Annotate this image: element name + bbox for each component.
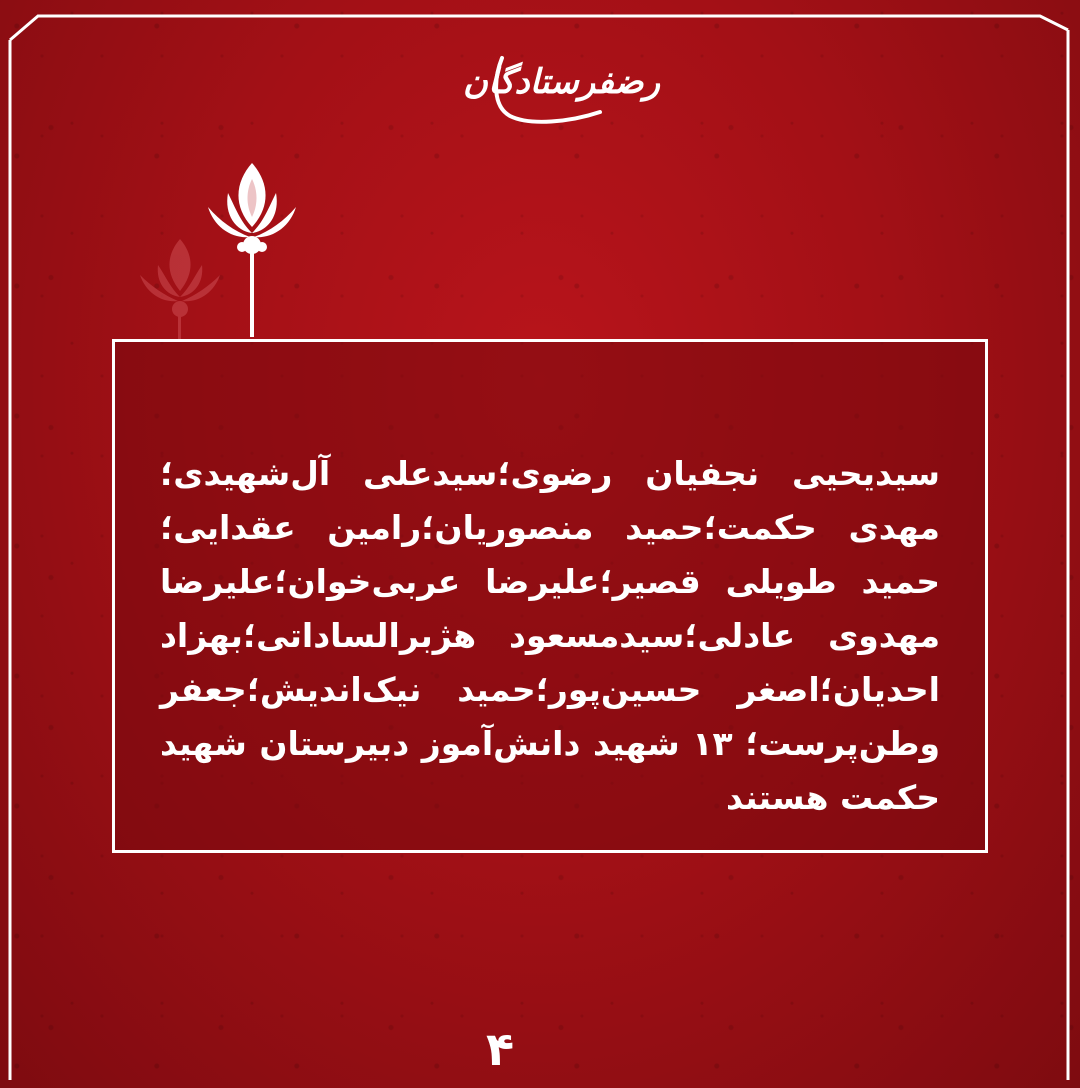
page-number: ۴ [485, 1022, 515, 1076]
lotus-flower-faded-icon [140, 239, 220, 339]
logo-text: رضفرستادگان [462, 62, 660, 102]
lotus-flower-icon [208, 163, 296, 337]
martyrs-list-text: سیدیحیی نجفیان رضوی؛سیدعلی آل‌شهیدی؛مهدی حکمت؛حمید منصوریان؛رامین عقدایی؛ حمید طویلی قصیر؛علیرضا عربی‌خوان؛علیرضا مهدوی عادلی؛سیدمسعود هژبرالساداتی؛بهزاد احدیان؛اصغر حسین‌پور؛حمید نیک‌اندیش؛جعفر وطن‌پرست؛ ۱۳ شهید دانش‌آموز دبیرستان شهید حکمت هستند [160, 454, 940, 817]
flowers-decoration [130, 155, 310, 345]
logo [462, 48, 660, 128]
